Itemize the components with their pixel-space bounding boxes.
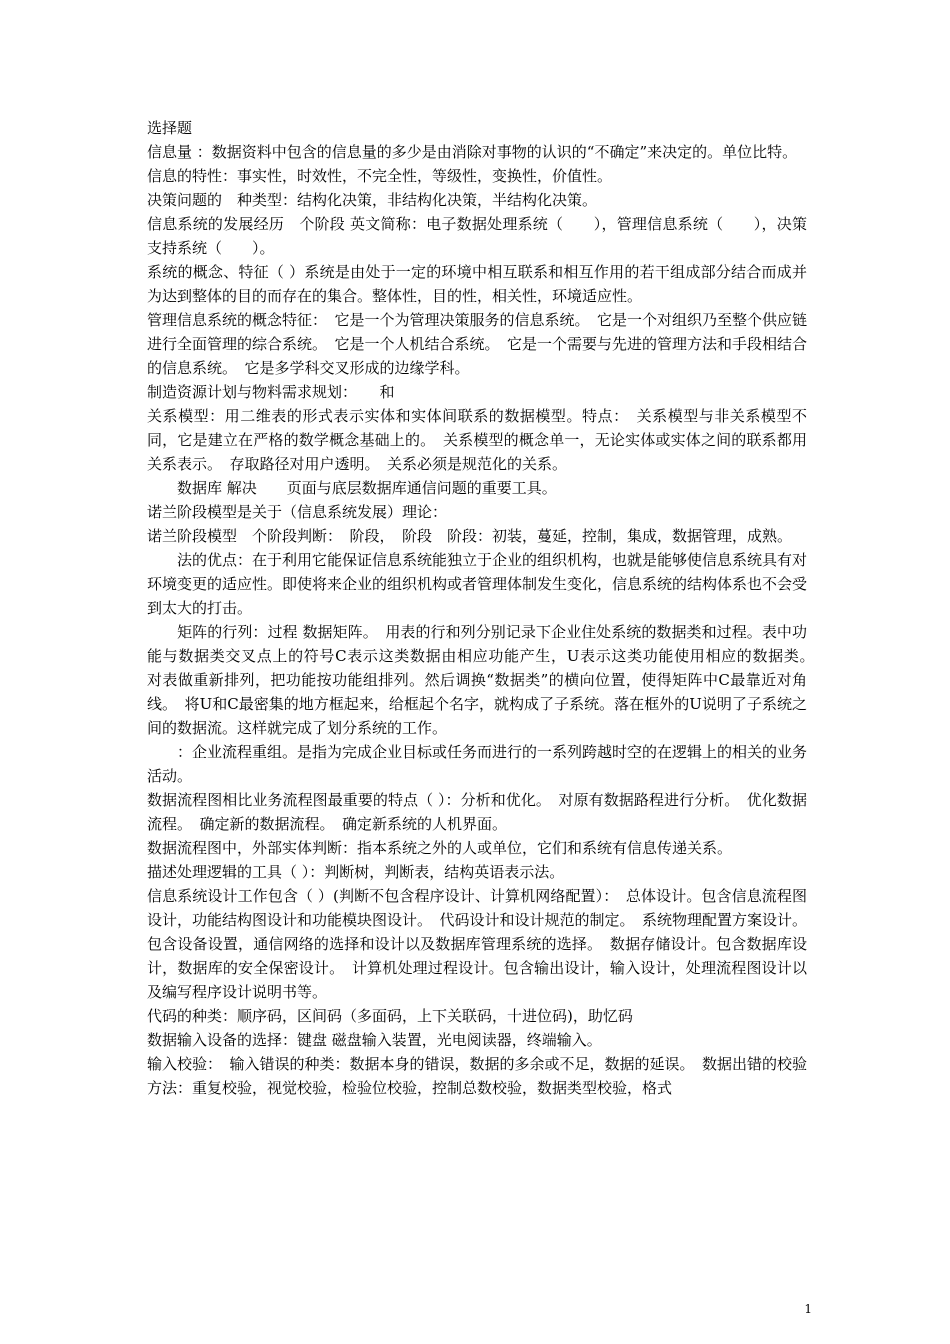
paragraph-decision-types: 决策问题的 种类型：结构化决策，非结构化决策，半结构化决策。 [147, 191, 598, 209]
paragraph-information-properties: 信息的特性：事实性，时效性，不完全性，等级性，变换性，价值性。 [147, 167, 613, 185]
paragraph-mrp: 制造资源计划与物料需求规划： 和 [147, 383, 395, 401]
paragraph-is-development-stages: 信息系统的发展经历 个阶段 英文简称：电子数据处理系统（ ），管理信息系统（ ），决策支持系统（ ）。 [147, 215, 807, 257]
paragraph-bpr: ：企业流程重组。是指为完成企业目标或任务而进行的一系列跨越时空的在逻辑上的相关的业务活动。 [147, 743, 808, 785]
paragraph-mis-features: 管理信息系统的概念特征： 它是一个为管理决策服务的信息系统。 它是一个对组织乃至整个供应链进行全面管理的综合系统。 它是一个人机结合系统。 它是一个需要与先进的管理方法和手段相结合的信息系统。 它是多学科交叉形成的边缘学科。 [147, 311, 808, 377]
paragraph-dfd-external-entity: 数据流程图中，外部实体判断：指本系统之外的人或单位，它们和系统有信息传递关系。 [147, 839, 733, 857]
paragraph-system-concept: 系统的概念、特征（ ）系统是由处于一定的环境中相互联系和相互作用的若干组成部分结合而成并为达到整体的目的而存在的集合。整体性，目的性，相关性，环境适应性。 [147, 263, 807, 305]
paragraph-nolan-model: 诺兰阶段模型是关于（信息系统发展）理论： [147, 503, 448, 521]
paragraph-code-types: 代码的种类：顺序码，区间码（多面码，上下关联码，十进位码)，助忆码 [147, 1007, 633, 1025]
document-body [147, 116, 823, 1100]
paragraph-system-design: 信息系统设计工作包含（ ）(判断不包含程序设计、计算机网络配置）： 总体设计。包含信息流程图设计，功能结构图设计和功能模块图设计。 代码设计和设计规范的制定。 系统物理配置方案设计。包含设备设置，通信网络的选择和设计以及数据库管理系统的选择。 数据存储设计。包含数据库设计，数据库的安全保密设计。 计算机处理过程设计。包含输出设计，输入设计，处理流程图设计以及编写程序设计说明书等。 [147, 887, 808, 1001]
paragraph-input-validation: 输入校验： 输入错误的种类：数据本身的错误，数据的多余或不足，数据的延误。 数据出错的校验方法：重复校验，视觉校验，检验位校验，控制总数校验，数据类型校验，格式 [147, 1055, 808, 1097]
paragraph-method-advantages: 法的优点：在于利用它能保证信息系统能独立于企业的组织机构，也就是能够使信息系统具有对环境变更的适应性。即使将来企业的组织机构或者管理体制发生变化，信息系统的结构体系也不会受到太大的打击。 [147, 551, 808, 617]
paragraph-relational-model: 关系模型：用二维表的形式表示实体和实体间联系的数据模型。特点： 关系模型与非关系模型不同，它是建立在严格的数学概念基础上的。 关系模型的概念单一，无论实体或实体之间的联系都用关系表示。 存取路径对用户透明。 关系必须是规范化的关系。 [147, 407, 807, 473]
paragraph-matrix: 矩阵的行列：过程 数据矩阵。 用表的行和列分别记录下企业住处系统的数据类和过程。表中功能与数据类交叉点上的符号C表示这类数据由相应功能产生，U表示这类功能使用相应的数据类。 对表做重新排列，把功能按功能组排列。然后调换“数据类”的横向位置，使得矩阵中C最靠近对角线。 将U和C最密集的地方框起来，给框起个名字，就构成了子系统。落在框外的U说明了子系统之间的数据流。这样就完成了划分系统的工作。 [147, 623, 823, 737]
paragraph-nolan-stages: 诺兰阶段模型 个阶段判断： 阶段， 阶段 阶段：初装，蔓延，控制，集成，数据管理，成熟。 [147, 527, 793, 545]
page-number: 1 [804, 1302, 812, 1316]
paragraph-logic-tools: 描述处理逻辑的工具（ ）：判断树，判断表，结构英语表示法。 [147, 863, 565, 881]
paragraph-information-quantity: 信息量 ：数据资料中包含的信息量的多少是由消除对事物的认识的“不确定”来决定的。单位比特。 [147, 143, 798, 161]
section-heading: 选择题 [147, 119, 193, 137]
paragraph-dfd-features: 数据流程图相比业务流程图最重要的特点（ ）：分析和优化。 对原有数据路程进行分析。 优化数据流程。 确定新的数据流程。 确定新系统的人机界面。 [147, 791, 807, 833]
paragraph-database-tool: 数据库 解决 页面与底层数据库通信问题的重要工具。 [147, 479, 557, 497]
paragraph-input-devices: 数据输入设备的选择：键盘 磁盘输入装置，光电阅读器，终端输入。 [147, 1031, 602, 1049]
